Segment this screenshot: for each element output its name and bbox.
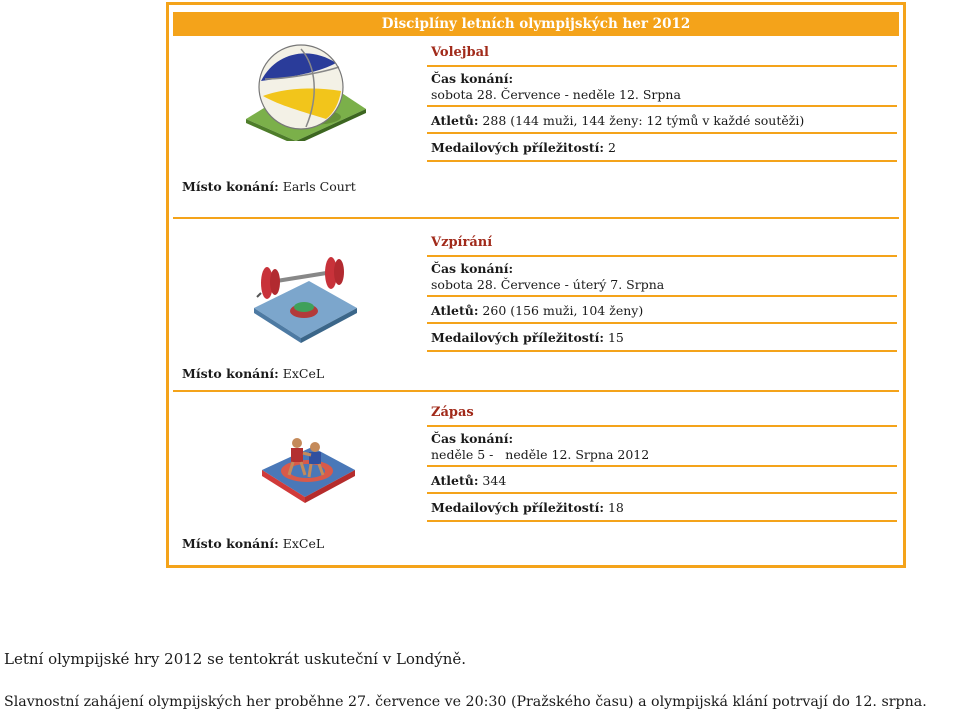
sport-name: Vzpírání [431, 235, 493, 250]
venue-value: Earls Court [282, 179, 356, 194]
athletes-row [431, 473, 506, 489]
medals-row [431, 140, 616, 156]
sport-name: Volejbal [431, 45, 489, 60]
venue-label: Místo konání: [182, 536, 279, 551]
footer-line-1: Letní olympijské hry 2012 se tentokrát uskuteční v Londýně. [4, 650, 466, 668]
medals-label: Medailových příležitostí: [431, 500, 604, 515]
medals-value: 15 [607, 330, 624, 345]
time-label-row [431, 71, 513, 87]
venue-row [182, 536, 324, 551]
time-value: neděle 5 - neděle 12. Srpna 2012 [431, 447, 650, 462]
time-label-row [431, 261, 513, 277]
volleyball-icon [241, 41, 371, 141]
table-title: Disciplíny letních olympijských her 2012 [173, 12, 899, 36]
time-label: Čas konání: [431, 431, 514, 446]
medals-value: 2 [607, 140, 616, 155]
venue-row [182, 366, 324, 381]
athletes-value: 288 (144 muži, 144 ženy: 12 týmů v každé soutěži) [482, 113, 805, 128]
time-label: Čas konání: [431, 261, 514, 276]
time-label-row [431, 431, 513, 447]
disciplines-table [166, 2, 906, 568]
athletes-value: 344 [482, 473, 507, 488]
wrestling-icon [257, 425, 357, 510]
time-value: sobota 28. Července - úterý 7. Srpna [431, 277, 665, 292]
medals-value: 18 [607, 500, 624, 515]
medals-row [431, 500, 624, 516]
venue-label: Místo konání: [182, 366, 279, 381]
athletes-label: Atletů: [431, 303, 479, 318]
medals-label: Medailových příležitostí: [431, 330, 604, 345]
athletes-label: Atletů: [431, 473, 479, 488]
venue-value: ExCeL [282, 536, 325, 551]
venue-row [182, 179, 356, 194]
time-label: Čas konání: [431, 71, 514, 86]
medals-row [431, 330, 624, 346]
weightlifting-icon [249, 253, 359, 348]
athletes-value: 260 (156 muži, 104 ženy) [482, 303, 644, 318]
athletes-row [431, 113, 804, 129]
medals-label: Medailových příležitostí: [431, 140, 604, 155]
sport-name: Zápas [431, 405, 474, 420]
athletes-row [431, 303, 643, 319]
venue-value: ExCeL [282, 366, 325, 381]
time-value: sobota 28. Července - neděle 12. Srpna [431, 87, 681, 102]
footer-line-2: Slavnostní zahájení olympijských her proběhne 27. července ve 20:30 (Pražského času) a olympijská klání potrvají do 12. srpna. [4, 694, 927, 710]
venue-label: Místo konání: [182, 179, 279, 194]
athletes-label: Atletů: [431, 113, 479, 128]
